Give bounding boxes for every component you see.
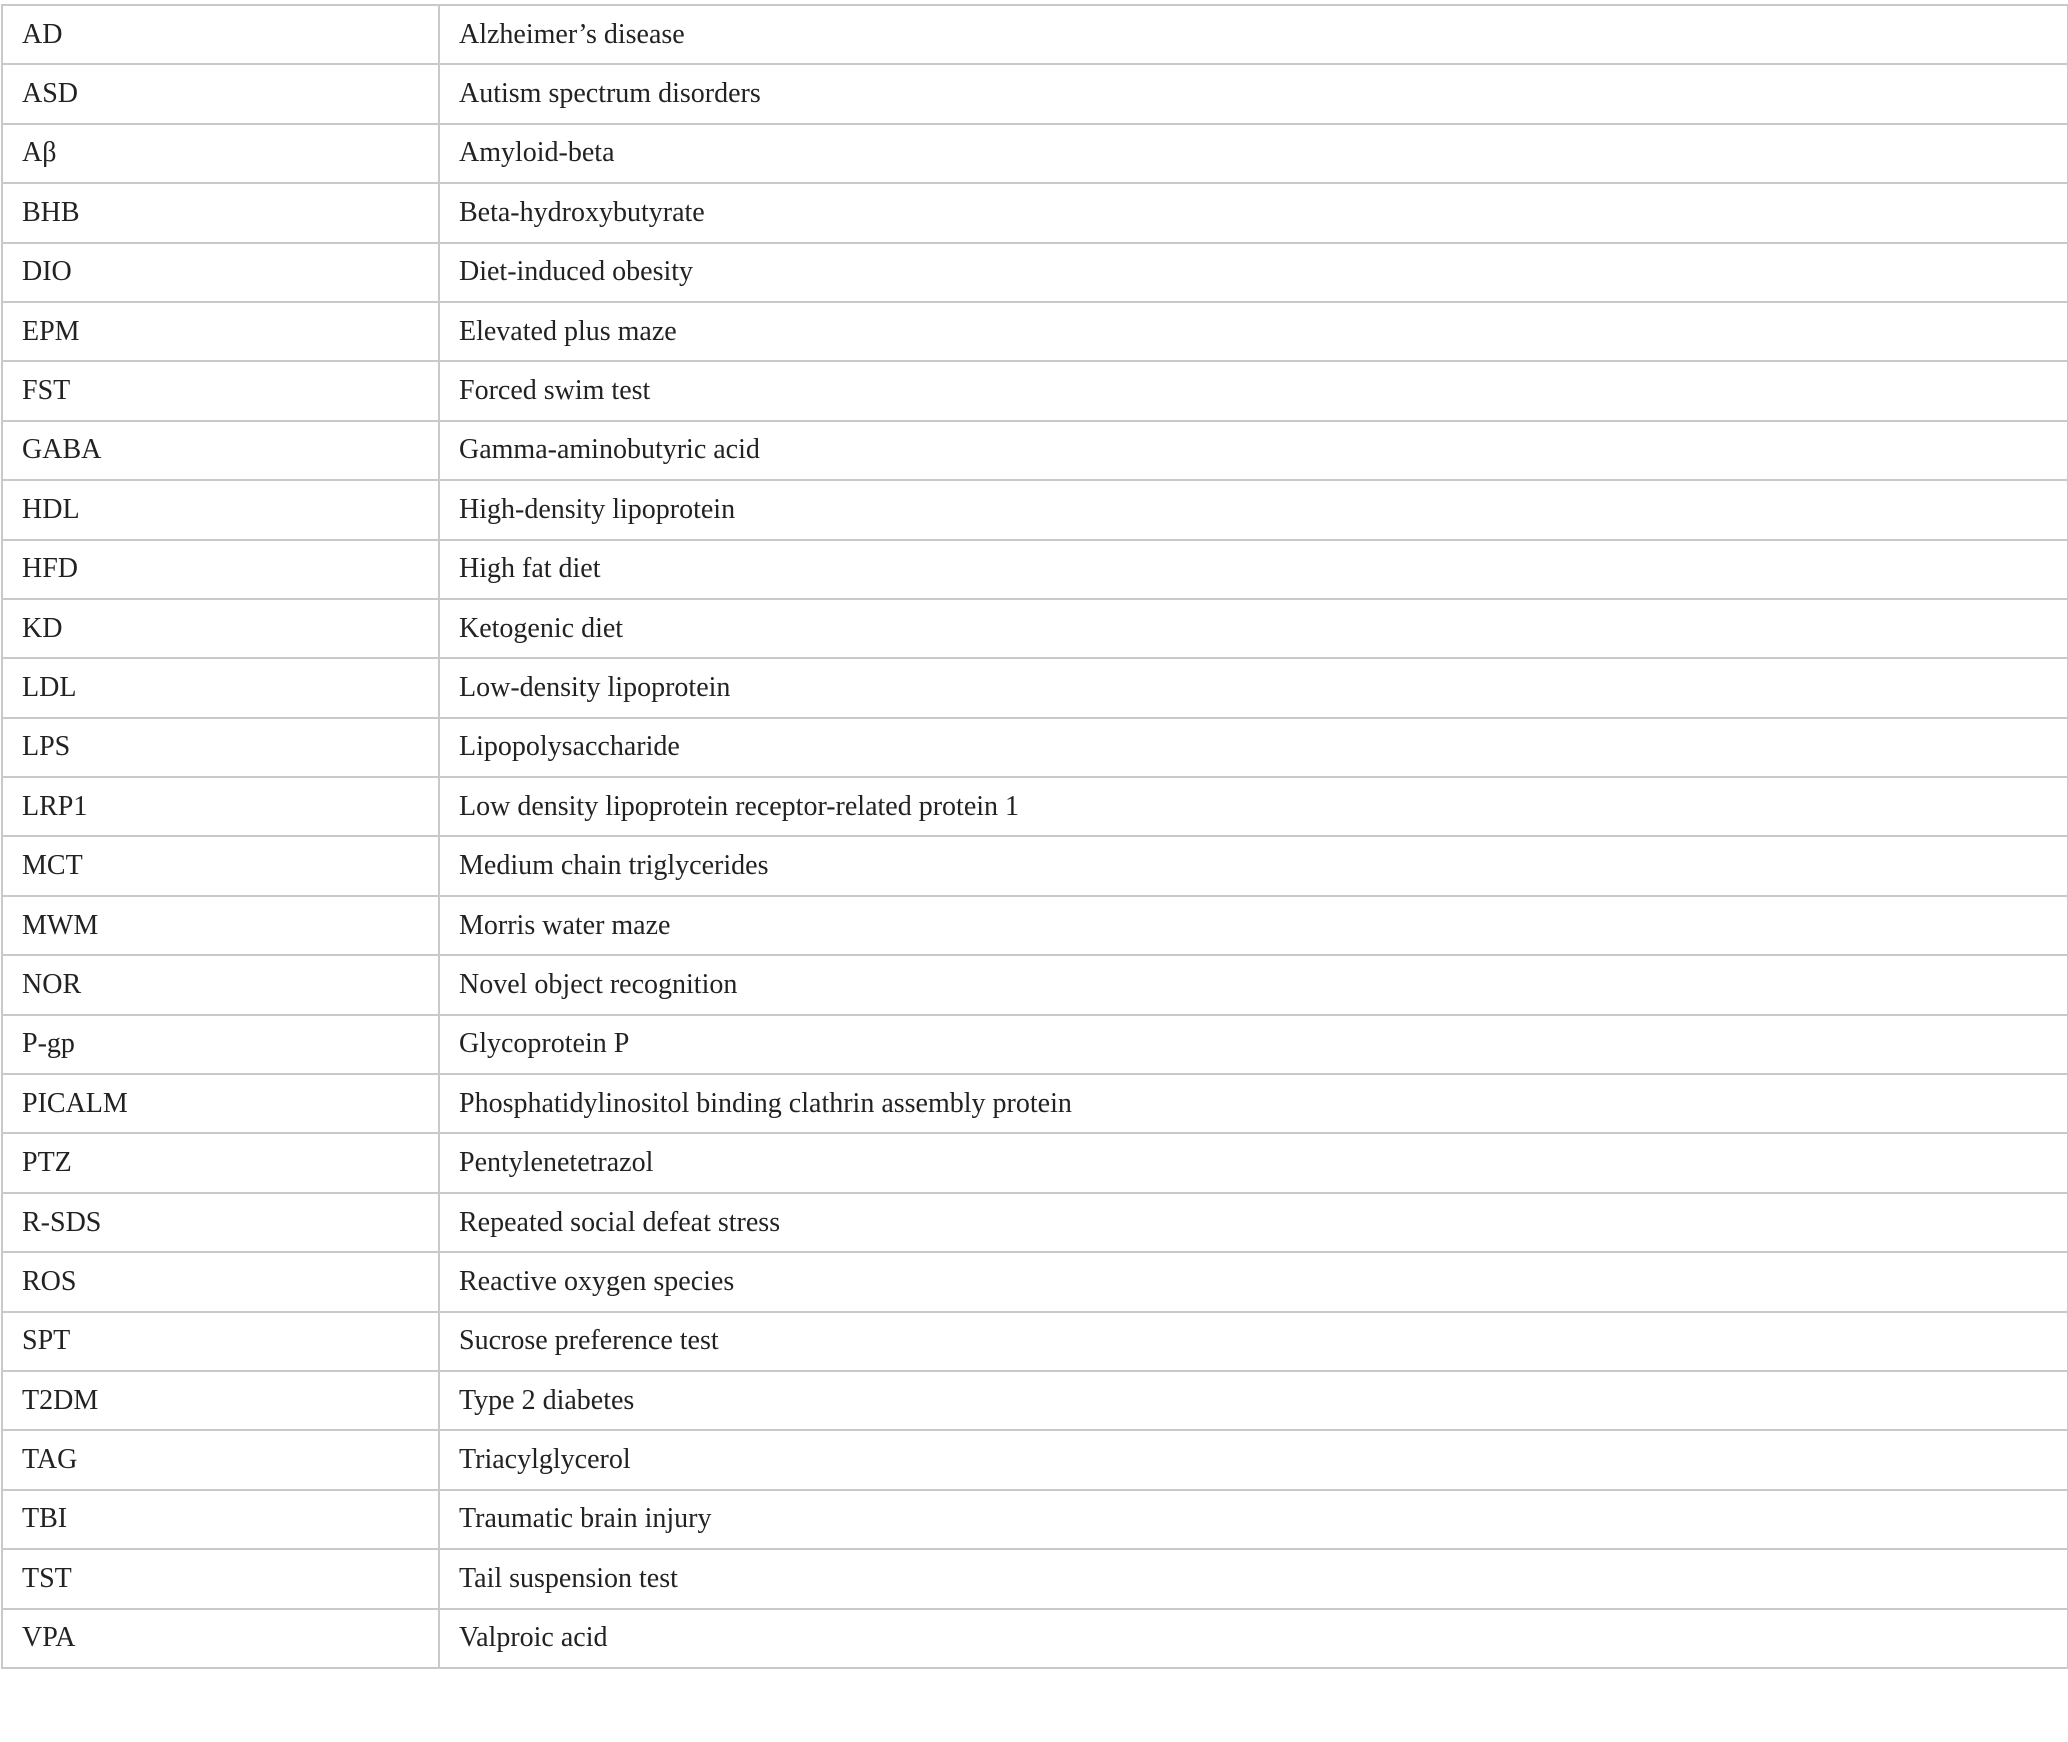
definition-cell: Low density lipoprotein receptor-related protein 1 [439, 777, 2068, 836]
table-row [2, 1312, 2068, 1371]
abbreviation-cell: LPS [2, 718, 439, 777]
table-row [2, 599, 2068, 658]
abbreviation-cell: ASD [2, 64, 439, 123]
definition-cell: Phosphatidylinositol binding clathrin assembly protein [439, 1074, 2068, 1133]
table-row [2, 64, 2068, 123]
table-row [2, 243, 2068, 302]
definition-cell: Reactive oxygen species [439, 1252, 2068, 1311]
abbreviation-cell: PTZ [2, 1133, 439, 1192]
table-row [2, 421, 2068, 480]
definition-cell: Alzheimer’s disease [439, 5, 2068, 64]
abbreviation-cell: TAG [2, 1430, 439, 1489]
abbreviation-cell: LDL [2, 658, 439, 717]
abbreviation-cell: BHB [2, 183, 439, 242]
table-row [2, 718, 2068, 777]
definition-cell: Gamma-aminobutyric acid [439, 421, 2068, 480]
abbreviation-cell: DIO [2, 243, 439, 302]
table-row [2, 1252, 2068, 1311]
abbreviation-cell: NOR [2, 955, 439, 1014]
table-row [2, 1193, 2068, 1252]
definition-cell: High fat diet [439, 540, 2068, 599]
definition-cell: Novel object recognition [439, 955, 2068, 1014]
table-row [2, 777, 2068, 836]
table-row [2, 361, 2068, 420]
definition-cell: High-density lipoprotein [439, 480, 2068, 539]
abbreviation-cell: KD [2, 599, 439, 658]
abbreviation-cell: P-gp [2, 1015, 439, 1074]
table-row [2, 1015, 2068, 1074]
table-row [2, 1430, 2068, 1489]
abbreviation-cell: VPA [2, 1609, 439, 1668]
definition-cell: Amyloid-beta [439, 124, 2068, 183]
definition-cell: Forced swim test [439, 361, 2068, 420]
abbreviation-cell: LRP1 [2, 777, 439, 836]
abbreviation-cell: SPT [2, 1312, 439, 1371]
table-row [2, 1074, 2068, 1133]
abbreviation-cell: PICALM [2, 1074, 439, 1133]
abbreviation-cell: ROS [2, 1252, 439, 1311]
table-row [2, 1549, 2068, 1608]
definition-cell: Pentylenetetrazol [439, 1133, 2068, 1192]
definition-cell: Morris water maze [439, 896, 2068, 955]
table-row [2, 540, 2068, 599]
abbreviation-cell: HFD [2, 540, 439, 599]
table-row [2, 302, 2068, 361]
definition-cell: Lipopolysaccharide [439, 718, 2068, 777]
abbreviation-cell: MCT [2, 836, 439, 895]
table-row [2, 658, 2068, 717]
table-row [2, 1133, 2068, 1192]
table-row [2, 955, 2068, 1014]
definition-cell: Valproic acid [439, 1609, 2068, 1668]
abbreviation-cell: TST [2, 1549, 439, 1608]
table-row [2, 1609, 2068, 1668]
definition-cell: Glycoprotein P [439, 1015, 2068, 1074]
definition-cell: Low-density lipoprotein [439, 658, 2068, 717]
table-row [2, 1490, 2068, 1549]
table-row [2, 480, 2068, 539]
table-row [2, 124, 2068, 183]
abbreviation-cell: EPM [2, 302, 439, 361]
abbreviation-cell: AD [2, 5, 439, 64]
definition-cell: Repeated social defeat stress [439, 1193, 2068, 1252]
definition-cell: Traumatic brain injury [439, 1490, 2068, 1549]
abbreviation-cell: GABA [2, 421, 439, 480]
table-row [2, 1371, 2068, 1430]
definition-cell: Sucrose preference test [439, 1312, 2068, 1371]
definition-cell: Medium chain triglycerides [439, 836, 2068, 895]
abbreviations-table-body [2, 5, 2068, 1668]
definition-cell: Autism spectrum disorders [439, 64, 2068, 123]
abbreviation-cell: TBI [2, 1490, 439, 1549]
definition-cell: Diet-induced obesity [439, 243, 2068, 302]
abbreviation-cell: MWM [2, 896, 439, 955]
table-row [2, 183, 2068, 242]
definition-cell: Elevated plus maze [439, 302, 2068, 361]
abbreviation-cell: T2DM [2, 1371, 439, 1430]
definition-cell: Triacylglycerol [439, 1430, 2068, 1489]
abbreviation-cell: HDL [2, 480, 439, 539]
definition-cell: Type 2 diabetes [439, 1371, 2068, 1430]
abbreviation-cell: FST [2, 361, 439, 420]
abbreviations-table [1, 4, 2068, 1669]
table-row [2, 836, 2068, 895]
definition-cell: Ketogenic diet [439, 599, 2068, 658]
abbreviation-cell: R-SDS [2, 1193, 439, 1252]
abbreviation-cell: Aβ [2, 124, 439, 183]
definition-cell: Beta-hydroxybutyrate [439, 183, 2068, 242]
table-row [2, 896, 2068, 955]
table-row [2, 5, 2068, 64]
definition-cell: Tail suspension test [439, 1549, 2068, 1608]
